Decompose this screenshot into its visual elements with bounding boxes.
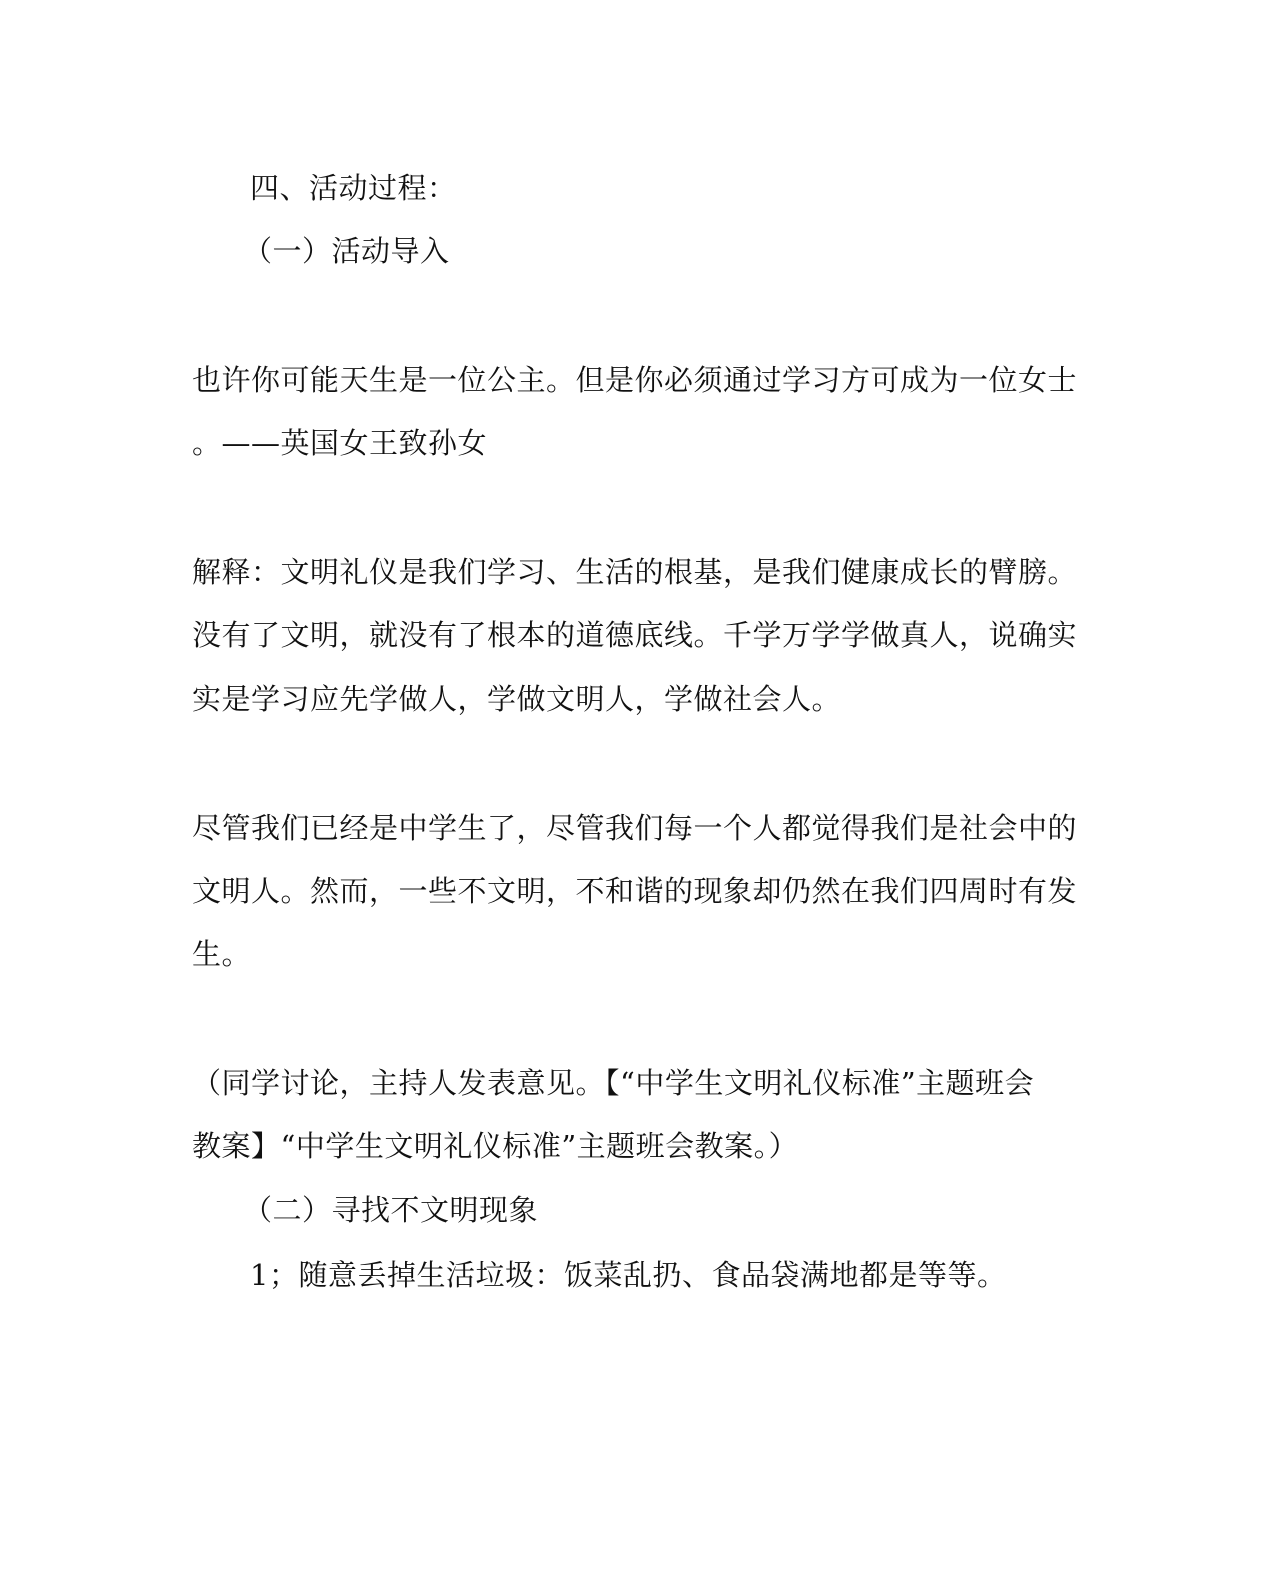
subsection-heading-2: （二）寻找不文明现象 (243, 1193, 539, 1227)
subsection-heading-1: （一）活动导入 (243, 234, 450, 268)
list-item-1: 1；随意丢掉生活垃圾：饭菜乱扔、食品袋满地都是等等。 (250, 1258, 1007, 1292)
paragraph-1-line-3: 实是学习应先学做人，学做文明人，学做社会人。 (192, 682, 842, 716)
paragraph-3-line-1: （同学讨论，主持人发表意见。【“中学生文明礼仪标准”主题班会 (192, 1066, 1035, 1100)
paragraph-2-line-3: 生。 (192, 937, 252, 971)
paragraph-2-line-1: 尽管我们已经是中学生了，尽管我们每一个人都觉得我们是社会中的 (192, 811, 1078, 845)
paragraph-1-line-2: 没有了文明，就没有了根本的道德底线。千学万学学做真人，说确实 (192, 618, 1078, 652)
quote-line-2: 。——英国女王致孙女 (192, 426, 488, 460)
paragraph-3-line-2: 教案】“中学生文明礼仪标准”主题班会教案。） (192, 1129, 799, 1163)
paragraph-2-line-2: 文明人。然而，一些不文明，不和谐的现象却仍然在我们四周时有发 (192, 874, 1078, 908)
paragraph-1-line-1: 解释：文明礼仪是我们学习、生活的根基，是我们健康成长的臂膀。 (192, 555, 1078, 589)
section-heading: 四、活动过程： (250, 171, 457, 205)
quote-line-1: 也许你可能天生是一位公主。但是你必须通过学习方可成为一位女士 (192, 363, 1078, 397)
